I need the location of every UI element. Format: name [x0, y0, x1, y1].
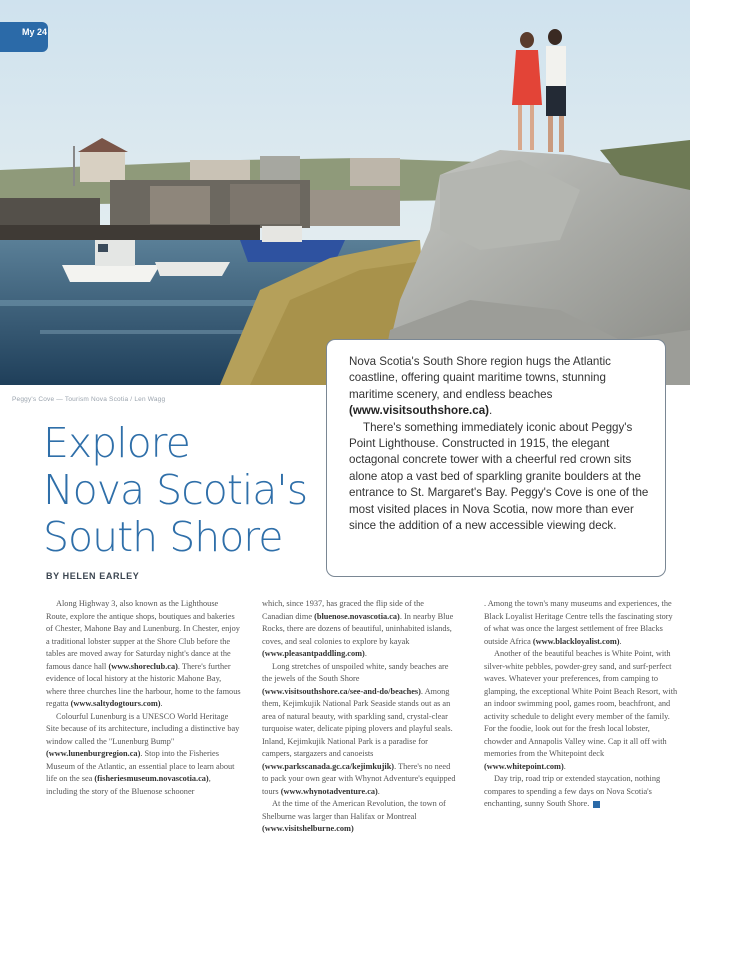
link[interactable]: (www.whynotadventure.ca)	[280, 786, 378, 796]
text: , including the story of the Bluenose schooner	[46, 774, 211, 796]
page-number-tab	[0, 22, 48, 52]
text-column-3	[484, 598, 679, 811]
intro-paragraph-1	[349, 354, 651, 420]
article-title	[43, 420, 333, 561]
text: .	[160, 699, 163, 708]
intro-paragraph-2: There's something immediately iconic about Peggy's Point Lighthouse. Constructed in 1915, the elegant octagonal concrete tower with a cheerful red crown sits alone atop a vast bed of sparkling granite boulders at the entrance to St. Margaret's Bay. Peggy's Cove is one of the most visited places in Nova Scotia, now more than ever since the addition of a new accessible viewing deck.	[349, 420, 649, 533]
link[interactable]: (www.saltydogtours.com)	[70, 699, 161, 708]
text: .	[377, 786, 380, 796]
page-number: My 24	[22, 27, 48, 37]
link[interactable]: (www.shoreclub.ca)	[108, 661, 178, 671]
link[interactable]: (www.whitepoint.com)	[484, 761, 564, 771]
text: Along Highway 3, also known as the Lighthouse Route, explore the antique shops, boutiques and bakeries of Chester, Mahone Bay and Lunenburg. In Chester, enjoy a traditional lobster supper at the Shore Club before the tables are moved away for Saturday night's dance at the famous dance hall	[46, 599, 240, 671]
text: . There's no need to pack your own gear with Whynot Adventure's equipped tours	[262, 761, 456, 796]
peggys-cove-photo	[0, 0, 690, 385]
intro-text: Nova Scotia's South Shore region hugs the Atlantic coastline, offering quaint maritime towns, stunning maritime scenery, and endless beaches	[349, 355, 611, 401]
text: . In nearby Blue Rocks, there are dozens of beautiful, uninhabited islands, coves, and seal colonies to explore by kayak	[262, 611, 454, 646]
text: Colourful Lunenburg is a UNESCO World Heritage Site because of its architecture, including a distinctive bay window called the "Lunenburg Bump"	[46, 711, 240, 746]
paragraph	[46, 711, 241, 799]
link[interactable]: (bluenose.novascotia.ca)	[314, 611, 400, 621]
photo-caption: Peggy's Cove — Tourism Nova Scotia / Len Wagg	[12, 396, 166, 403]
text: .	[563, 761, 566, 771]
title-line-2: Nova Scotia's	[43, 466, 308, 514]
text: Day trip, road trip or extended staycation, nothing compares to spending a few days on Nova Scotia's enchanting, sunny South Shore.	[484, 774, 661, 808]
byline: BY HELEN EARLEY	[46, 571, 140, 581]
intro-punct: .	[489, 404, 493, 418]
text: . Stop into the Fisheries Museum of the Atlantic, an essential place to learn about life on the sea	[46, 749, 235, 783]
paragraph	[46, 598, 241, 711]
paragraph	[262, 661, 457, 799]
text: .	[619, 636, 622, 646]
paragraph	[262, 598, 457, 661]
link[interactable]: (www.pleasantpaddling.com)	[262, 649, 365, 658]
hero-photo	[0, 0, 690, 385]
link[interactable]: (www.blackloyalist.com)	[532, 636, 620, 646]
paragraph	[484, 648, 679, 773]
text: Long stretches of unspoiled white, sandy beaches are the jewels of the South Shore	[262, 661, 449, 683]
text: . Among them, Kejimkujik National Park Seaside stands out as an area of natural beauty, with sparkling sand, crystal-clear turquoise water, delicate piping plovers and playful seals. Inland, Kejimkujik National Park is a paradise for campers, stargazers and canoeists	[262, 686, 453, 758]
text-column-2	[262, 598, 457, 836]
text: which, since 1937, has graced the flip side of the Canadian dime	[262, 599, 424, 621]
link[interactable]: (www.visitsouthshore.ca/see-and-do/beaches)	[262, 686, 421, 696]
text: At the time of the American Revolution, the town of Shelburne was larger than Halifax or Montreal	[262, 799, 446, 821]
link[interactable]: (www.visitshelburne.com)	[262, 824, 354, 833]
end-of-article-mark	[593, 801, 600, 808]
text-column-1	[46, 598, 241, 798]
paragraph	[484, 773, 679, 811]
intro-box	[326, 339, 666, 577]
intro-link[interactable]: (www.visitsouthshore.ca)	[349, 404, 490, 418]
text: .	[364, 649, 367, 658]
paragraph	[484, 598, 679, 648]
link[interactable]: (www.lunenburgregion.ca)	[46, 749, 141, 758]
link[interactable]: (www.parkscanada.gc.ca/kejimkujik)	[262, 761, 395, 771]
text: Another of the beautiful beaches is White Point, with silver-white pebbles, powder-grey sand, and surf-perfect waves. Whatever your preferences, from camping to glamping, the exceptional White Point Beach Resort, with an indoor swimming pool, games room, beachfront, and activity schedule to delight every member of the family. For the foodie, look out for the fresh local lobster, chowder and Annapolis Valley wine. Cap it all off with memories from the Whitepoint deck	[484, 649, 678, 758]
title-line-1: Explore	[43, 419, 190, 467]
link[interactable]: (fisheriesmuseum.novascotia.ca)	[94, 774, 209, 783]
text: . Among the town's many museums and experiences, the Black Loyalist Heritage Centre tells the fascinating story of what was once the largest settlement of free Blacks outside Africa	[484, 599, 673, 646]
title-line-3: South Shore	[43, 513, 283, 561]
text: . There's further evidence of local history at the historic Mahone Bay, where three churches line the harbour, home to the famous regatta	[46, 661, 241, 708]
paragraph	[262, 798, 457, 836]
